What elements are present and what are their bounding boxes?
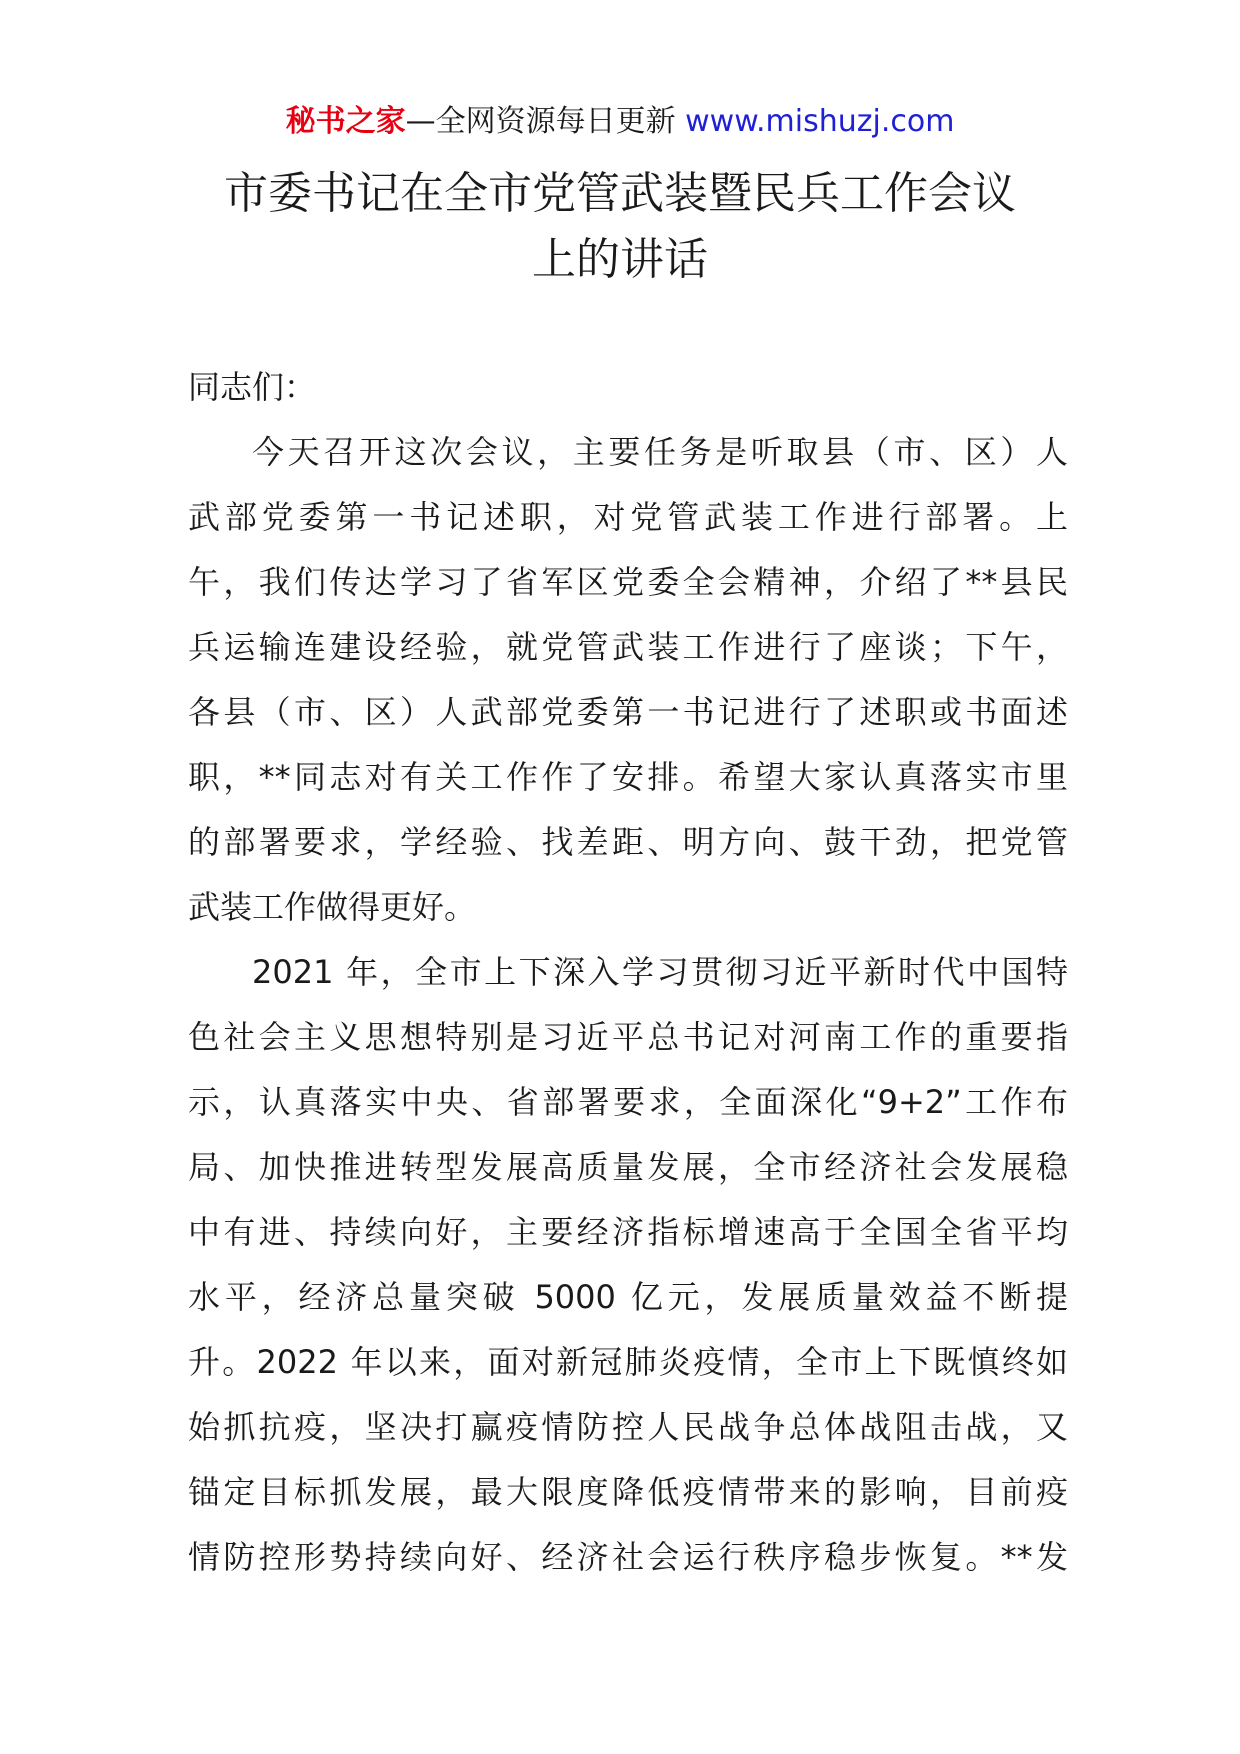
- paragraph-line: 武部党委第一书记述职，对党管武装工作进行部署。上: [188, 498, 1068, 536]
- paragraph-line: 中有进、持续向好，主要经济指标增速高于全国全省平均: [188, 1213, 1068, 1251]
- paragraph-line: 职，**同志对有关工作作了安排。希望大家认真落实市里: [188, 758, 1068, 796]
- paragraph-line: 始抓抗疫，坚决打赢疫情防控人民战争总体战阻击战，又: [188, 1408, 1068, 1446]
- paragraph-line: 武装工作做得更好。: [188, 888, 477, 926]
- document-title-line-1: 市委书记在全市党管武装暨民兵工作会议: [224, 168, 1016, 219]
- paragraph-line: 升。2022 年以来，面对新冠肺炎疫情，全市上下既慎终如: [188, 1343, 1068, 1381]
- paragraph-2: [188, 940, 1068, 1590]
- paragraph-line: 各县（市、区）人武部党委第一书记进行了述职或书面述: [188, 693, 1068, 731]
- brand-name: 秘书之家: [285, 104, 406, 139]
- paragraph-line: 锚定目标抓发展，最大限度降低疫情带来的影响，目前疫: [188, 1473, 1068, 1511]
- header-tagline: —全网资源每日更新: [405, 104, 676, 139]
- site-url-link[interactable]: www.mishuzj.com: [685, 104, 955, 139]
- salutation: 同志们：: [188, 368, 317, 406]
- paragraph-line: 水平，经济总量突破 5000 亿元，发展质量效益不断提: [188, 1278, 1068, 1316]
- paragraph-line: 今天召开这次会议，主要任务是听取县（市、区）人: [252, 433, 1068, 471]
- document-title-line-2: 上的讲话: [532, 234, 708, 285]
- document-body: [188, 355, 1068, 1590]
- paragraph-line: 兵运输连建设经验，就党管武装工作进行了座谈；下午，: [188, 628, 1068, 666]
- paragraph-line: 局、加快推进转型发展高质量发展，全市经济社会发展稳: [188, 1148, 1068, 1186]
- paragraph-line: 色社会主义思想特别是习近平总书记对河南工作的重要指: [188, 1018, 1068, 1056]
- paragraph-1: [188, 420, 1068, 940]
- paragraph-line: 情防控形势持续向好、经济社会运行秩序稳步恢复。**发: [188, 1538, 1068, 1576]
- site-header: [0, 100, 1240, 144]
- paragraph-line: 午，我们传达学习了省军区党委全会精神，介绍了**县民: [188, 563, 1068, 601]
- paragraph-line: 2021 年，全市上下深入学习贯彻习近平新时代中国特: [252, 953, 1068, 991]
- paragraph-line: 示，认真落实中央、省部署要求，全面深化“9+2”工作布: [188, 1083, 1068, 1121]
- paragraph-line: 的部署要求，学经验、找差距、明方向、鼓干劲，把党管: [188, 823, 1068, 861]
